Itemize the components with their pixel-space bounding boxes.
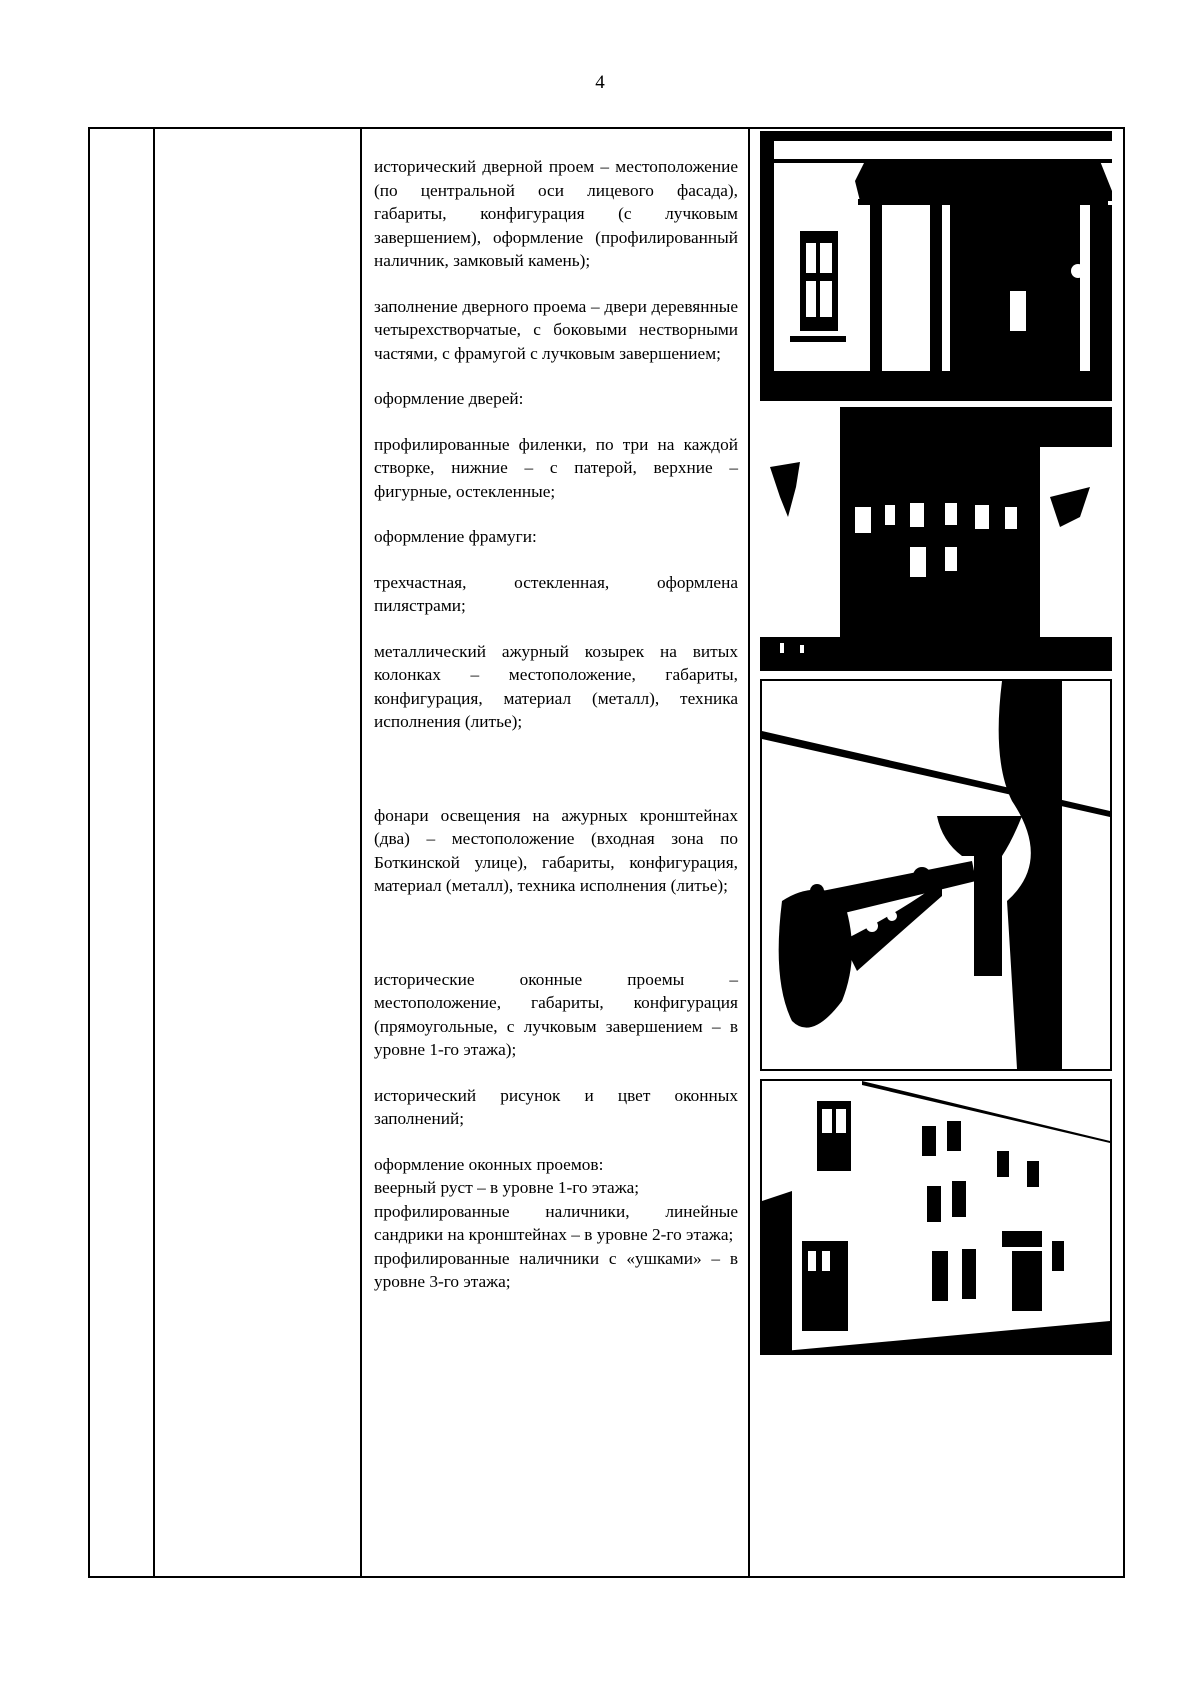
paragraph-second-floor: профилированные наличники, линейные сандрики на кронштейнах – в уровне 2-го этажа;	[374, 1201, 738, 1244]
photo-building-facade	[760, 1079, 1112, 1355]
paragraph-transom-heading: оформление фрамуги:	[374, 527, 537, 546]
paragraph-lanterns: фонари освещения на ажурных кронштейнах (два) – местоположение (входная зона по Боткинской улице), габариты, конфигурация, материал (металл), техника исполнения (литье);	[374, 805, 738, 895]
paragraph-door-filling: заполнение дверного проема – двери деревянные четырехстворчатые, с боковыми нестворными частями, с фрамугой с лучковым завершением;	[374, 296, 738, 363]
elements-table	[88, 127, 1125, 1578]
paragraph-transom: трехчастная, остекленная, оформлена пилястрами;	[374, 572, 738, 615]
paragraph-window-design-heading: оформление оконных проемов:	[374, 1154, 604, 1174]
paragraph-window-openings: исторические оконные проемы – местоположение, габариты, конфигурация (прямоугольные, с лучковым завершением – в уровне 1-го этажа);	[374, 969, 738, 1059]
description-cell	[361, 128, 749, 1577]
paragraph-window-pattern: исторический рисунок и цвет оконных заполнений;	[374, 1085, 738, 1128]
page-number: 4	[595, 72, 605, 93]
paragraph-rustication: веерный руст – в уровне 1-го этажа;	[374, 1178, 640, 1197]
paragraph-door-panels: профилированные филенки, по три на каждой створке, нижние – с патерой, верхние – фигурные, остекленные;	[374, 434, 738, 501]
table-row	[89, 128, 1124, 1577]
name-cell	[154, 128, 361, 1577]
photos-cell	[749, 128, 1124, 1577]
paragraph-canopy: металлический ажурный козырек на витых колонках – местоположение, габариты, конфигурация, материал (металл), техника исполнения (литье);	[374, 641, 738, 731]
description-text	[362, 129, 748, 1294]
paragraph-door-opening: исторический дверной проем – местоположение (по центральной оси лицевого фасада), габариты, конфигурация (с лучковым завершением), оформление (профилированный наличник, замковый камень);	[374, 157, 738, 270]
paragraph-third-floor: профилированные наличники с «ушками» – в уровне 3-го этажа;	[374, 1248, 738, 1291]
photo-doors	[760, 407, 1112, 671]
photo-entrance-portal	[760, 131, 1112, 401]
photo-column	[750, 129, 1123, 1355]
number-cell	[89, 128, 154, 1577]
paragraph-door-design-heading: оформление дверей:	[374, 389, 524, 408]
photo-lantern-bracket	[760, 679, 1112, 1071]
